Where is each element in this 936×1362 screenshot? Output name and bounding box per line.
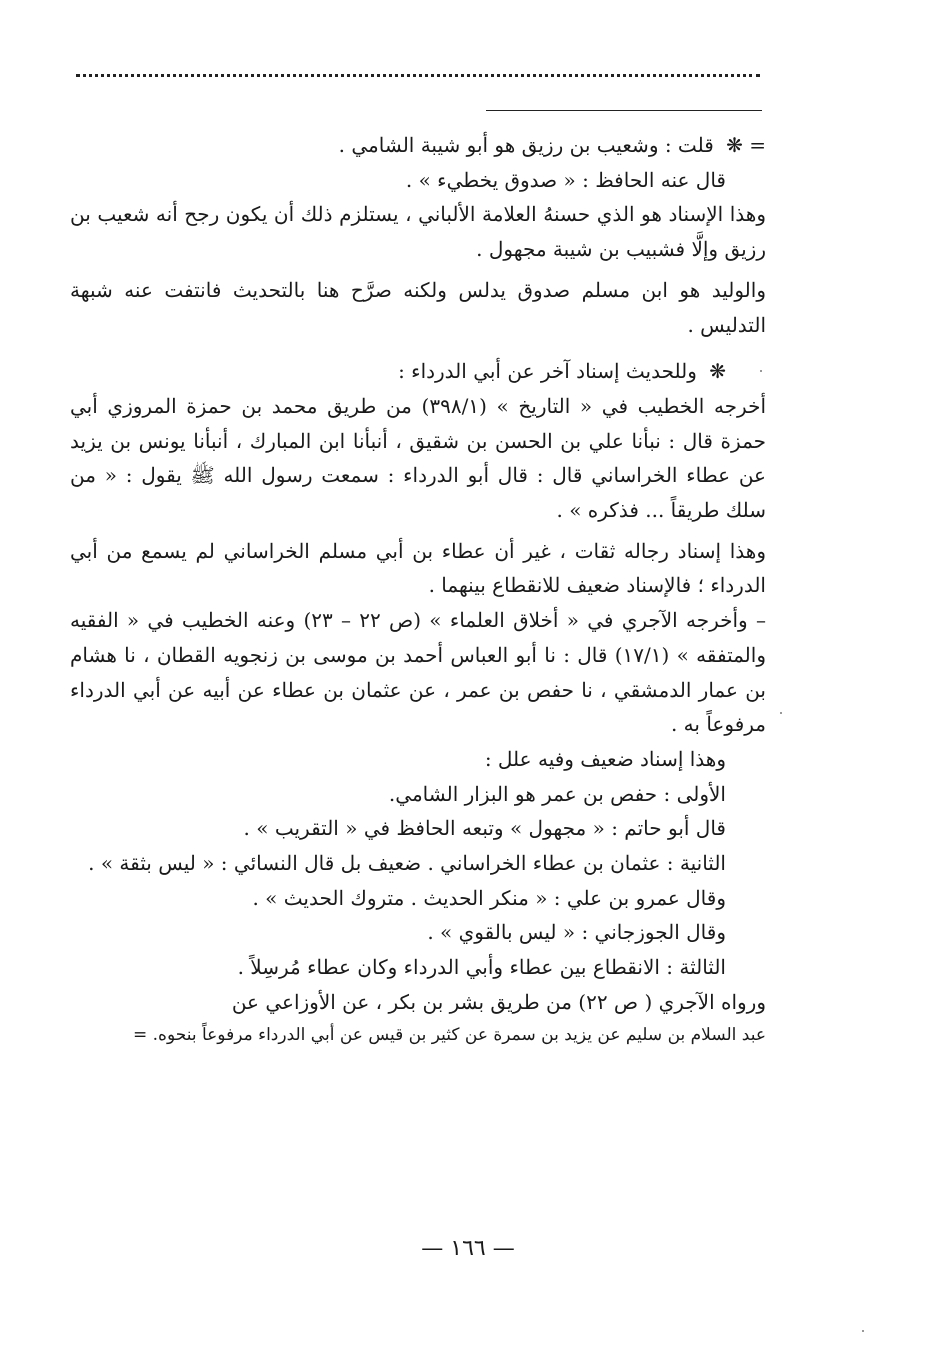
footnote-rule (486, 110, 762, 111)
scan-speck (760, 370, 762, 372)
footnote-line-ilal: وهذا إسناد ضعيف وفيه علل : (484, 746, 726, 771)
footnote-line-second: الثانية : عثمان بن عطاء الخراساني . ضعيف بل قال النسائي : « ليس بثقة » . (88, 851, 726, 876)
star-ornament-icon: ❋ (709, 359, 726, 384)
continuation-mark: = (749, 133, 766, 157)
dotted-separator (76, 74, 760, 77)
scan-speck (780, 712, 782, 714)
footnote-line-first: الأولى : حفص بن عمر هو البزار الشامي. (388, 781, 726, 806)
footnote-paragraph-albani: وهذا الإسناد هو الذي حسنهُ العلامة الألباني ، يستلزم ذلك أن يكون رجح أنه شعيب بن رزيق وإلَّا فشبيب بن شيبة مجهول . (70, 202, 766, 262)
footnote-line-third: الثالثة : الانقطاع بين عطاء وأبي الدرداء وكان عطاء مُرسِلاً . (237, 955, 726, 980)
footnote-line-final: عبد السلام بن سليم عن يزيد بن سمرة عن كثير بن قيس عن أبي الدرداء مرفوعاً بنحوه. = (132, 1024, 766, 1045)
footnote-paragraph-khatib: أخرجه الخطيب في « التاريخ » (٣٩٨/١) من طريق محمد بن حمزة المروزي أبي حمزة قال : نبأنا علي بن الحسن بن شقيق ، أنبأنا ابن المبارك ، أنبأنا يونس بن يزيد عن عطاء الخراساني قال : قال أبو الدرداء : سمعت رسول الله ﷺ يقول : « من سلك طريقاً ... فذكره » . (70, 393, 766, 523)
star-ornament-icon: ❋ (726, 133, 743, 157)
footnote-heading-another-isnad: ❋ وللحديث إسناد آخر عن أبي الدرداء : (70, 354, 766, 389)
footnote-paragraph-walid: والوليد هو ابن مسلم صدوق يدلس ولكنه صرَّح هنا بالتحديث فانتفت عنه شبهة التدليس . (70, 277, 766, 337)
footnote-line-abu-hatim: قال أبو حاتم : « مجهول » وتبعه الحافظ في « التقريب » . (243, 816, 726, 841)
footnote-line-amr: وقال عمرو بن علي : « منكر الحديث . متروك الحديث » . (252, 885, 726, 910)
footnote-line-1: = ❋ قلت : وشعيب بن رزيق هو أبو شيبة الشامي . (70, 128, 766, 163)
scan-speck (862, 1330, 864, 1332)
footnote-text (70, 128, 766, 1050)
footnote-line-rawahu: ورواه الآجري ( ص ٢٢) من طريق بشر بن بكر ، عن الأوزاعي عن (231, 989, 766, 1014)
footnote-paragraph-thiqat: وهذا إسناد رجاله ثقات ، غير أن عطاء بن أبي مسلم الخراساني لم يسمع من أبي الدرداء ؛ فالإسناد ضعيف للانقطاع بينهما . (70, 538, 766, 598)
footnote-line-2: قال عنه الحافظ : « صدوق يخطيء » . (405, 167, 726, 192)
footnote-paragraph-ajurri: – وأخرجه الآجري في « أخلاق العلماء » (ص ٢٢ – ٢٣) وعنه الخطيب في « الفقيه والمتفقه » (١٧/١) قال : نا أبو العباس أحمد بن موسى بن زنجويه القطان ، نا هشام بن عمار الدمشقي ، نا حفص بن عمر ، عن عثمان بن عطاء عن أبيه عن أبي الدرداء مرفوعاً به . (70, 608, 766, 737)
page-number: — ١٦٦ — (421, 1236, 515, 1261)
footnote-line-jawzajani: وقال الجوزجاني : « ليس بالقوي » . (427, 920, 726, 945)
